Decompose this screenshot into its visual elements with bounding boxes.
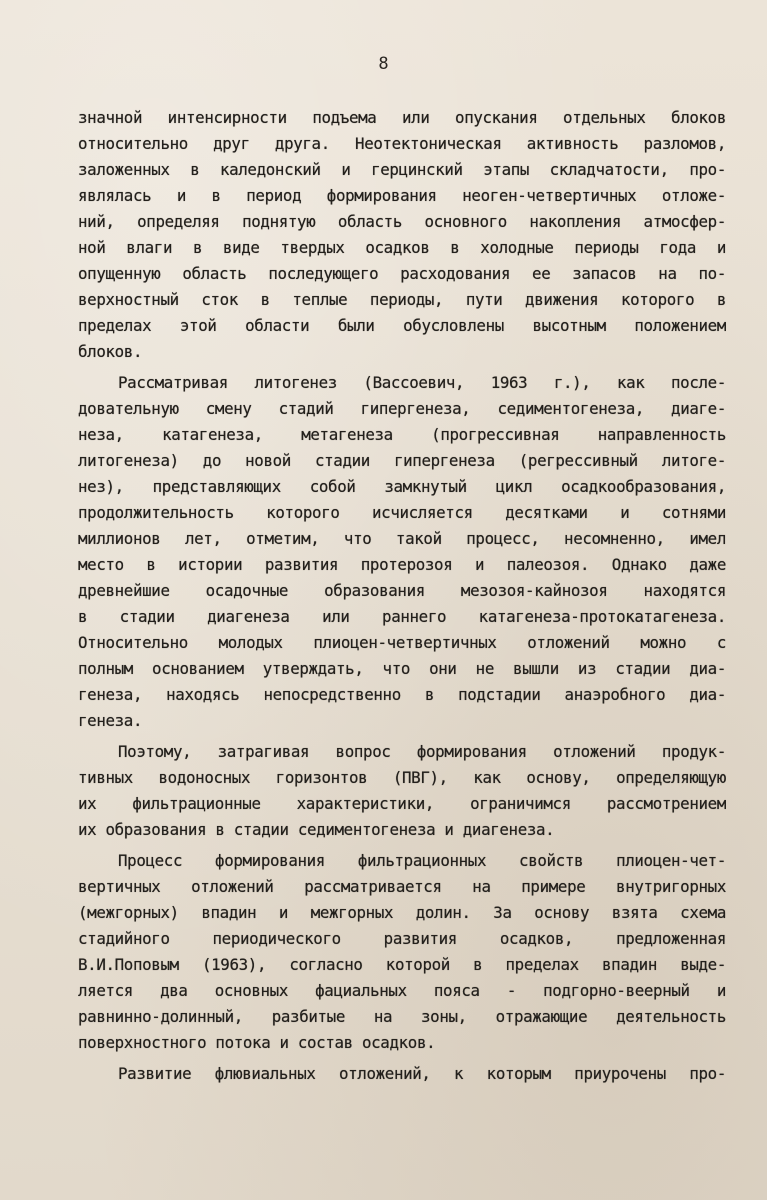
text-line: верхностный сток в теплые периоды, пути движения которого в xyxy=(78,290,726,309)
text-line: блоков. xyxy=(78,342,143,361)
text-line: значной интенсирности подъема или опускания отдельных блоков xyxy=(78,108,726,127)
text-line: поверхностного потока и состав осадков. xyxy=(78,1033,436,1052)
text-line: (межгорных) впадин и межгорных долин. За основу взята схема xyxy=(78,903,726,922)
text-line: генеза, находясь непосредственно в подстадии анаэробного диа- xyxy=(78,685,726,704)
text-line: являлась и в период формирования неоген-четвертичных отложе- xyxy=(78,186,726,205)
text-line: место в истории развития протерозоя и палеозоя. Однако даже xyxy=(78,555,726,574)
text-line: полным основанием утверждать, что они не вышли из стадии диа- xyxy=(78,659,726,678)
text-line: ляется два основных фациальных пояса - подгорно-веерный и xyxy=(78,981,726,1000)
text-line: относительно друг друга. Неотектоническая активность разломов, xyxy=(78,134,726,153)
text-line: ний, определяя поднятую область основного накопления атмосфер- xyxy=(78,212,726,231)
text-line: В.И.Поповым (1963), согласно которой в пределах впадин выде- xyxy=(78,955,726,974)
text-line: Рассматривая литогенез (Вассоевич, 1963 г.), как после- xyxy=(118,373,726,392)
text-line: их образования в стадии седиментогенеза и диагенеза. xyxy=(78,820,555,839)
text-line: древнейшие осадочные образования мезозоя-кайнозоя находятся xyxy=(78,581,726,600)
text-line: тивных водоносных горизонтов (ПВГ), как основу, определяющую xyxy=(78,768,726,787)
body-text xyxy=(78,105,726,1087)
text-line: Процесс формирования фильтрационных свойств плиоцен-чет- xyxy=(118,851,726,870)
text-line: Относительно молодых плиоцен-четвертичных отложений можно с xyxy=(78,633,726,652)
text-line: продолжительность которого исчисляется десятками и сотнями xyxy=(78,503,726,522)
text-line: ной влаги в виде твердых осадков в холодные периоды года и xyxy=(78,238,726,257)
text-line: Развитие флювиальных отложений, к которым приурочены про- xyxy=(118,1064,726,1083)
text-line: опущенную область последующего расходования ее запасов на по- xyxy=(78,264,726,283)
page-number: 8 xyxy=(378,54,389,74)
text-line: литогенеза) до новой стадии гипергенеза (регрессивный литоге- xyxy=(78,451,726,470)
text-line: в стадии диагенеза или раннего катагенеза-протокатагенеза. xyxy=(78,607,726,626)
text-line: равнинно-долинный, разбитые на зоны, отражающие деятельность xyxy=(78,1007,726,1026)
text-line: нез), представляющих собой замкнутый цикл осадкообразования, xyxy=(78,477,726,496)
text-line: довательную смену стадий гипергенеза, седиментогенеза, диаге- xyxy=(78,399,726,418)
text-line: Поэтому, затрагивая вопрос формирования отложений продук- xyxy=(118,742,726,761)
text-line: вертичных отложений рассматривается на примере внутригорных xyxy=(78,877,726,896)
text-line: заложенных в каледонский и герцинский этапы складчатости, про- xyxy=(78,160,726,179)
text-line: стадийного периодического развития осадков, предложенная xyxy=(78,929,726,948)
text-line: миллионов лет, отметим, что такой процесс, несомненно, имел xyxy=(78,529,726,548)
text-line: их фильтрационные характеристики, ограничимся рассмотрением xyxy=(78,794,726,813)
text-line: неза, катагенеза, метагенеза (прогрессивная направленность xyxy=(78,425,726,444)
text-line: пределах этой области были обусловлены высотным положением xyxy=(78,316,726,335)
text-line: генеза. xyxy=(78,711,143,730)
